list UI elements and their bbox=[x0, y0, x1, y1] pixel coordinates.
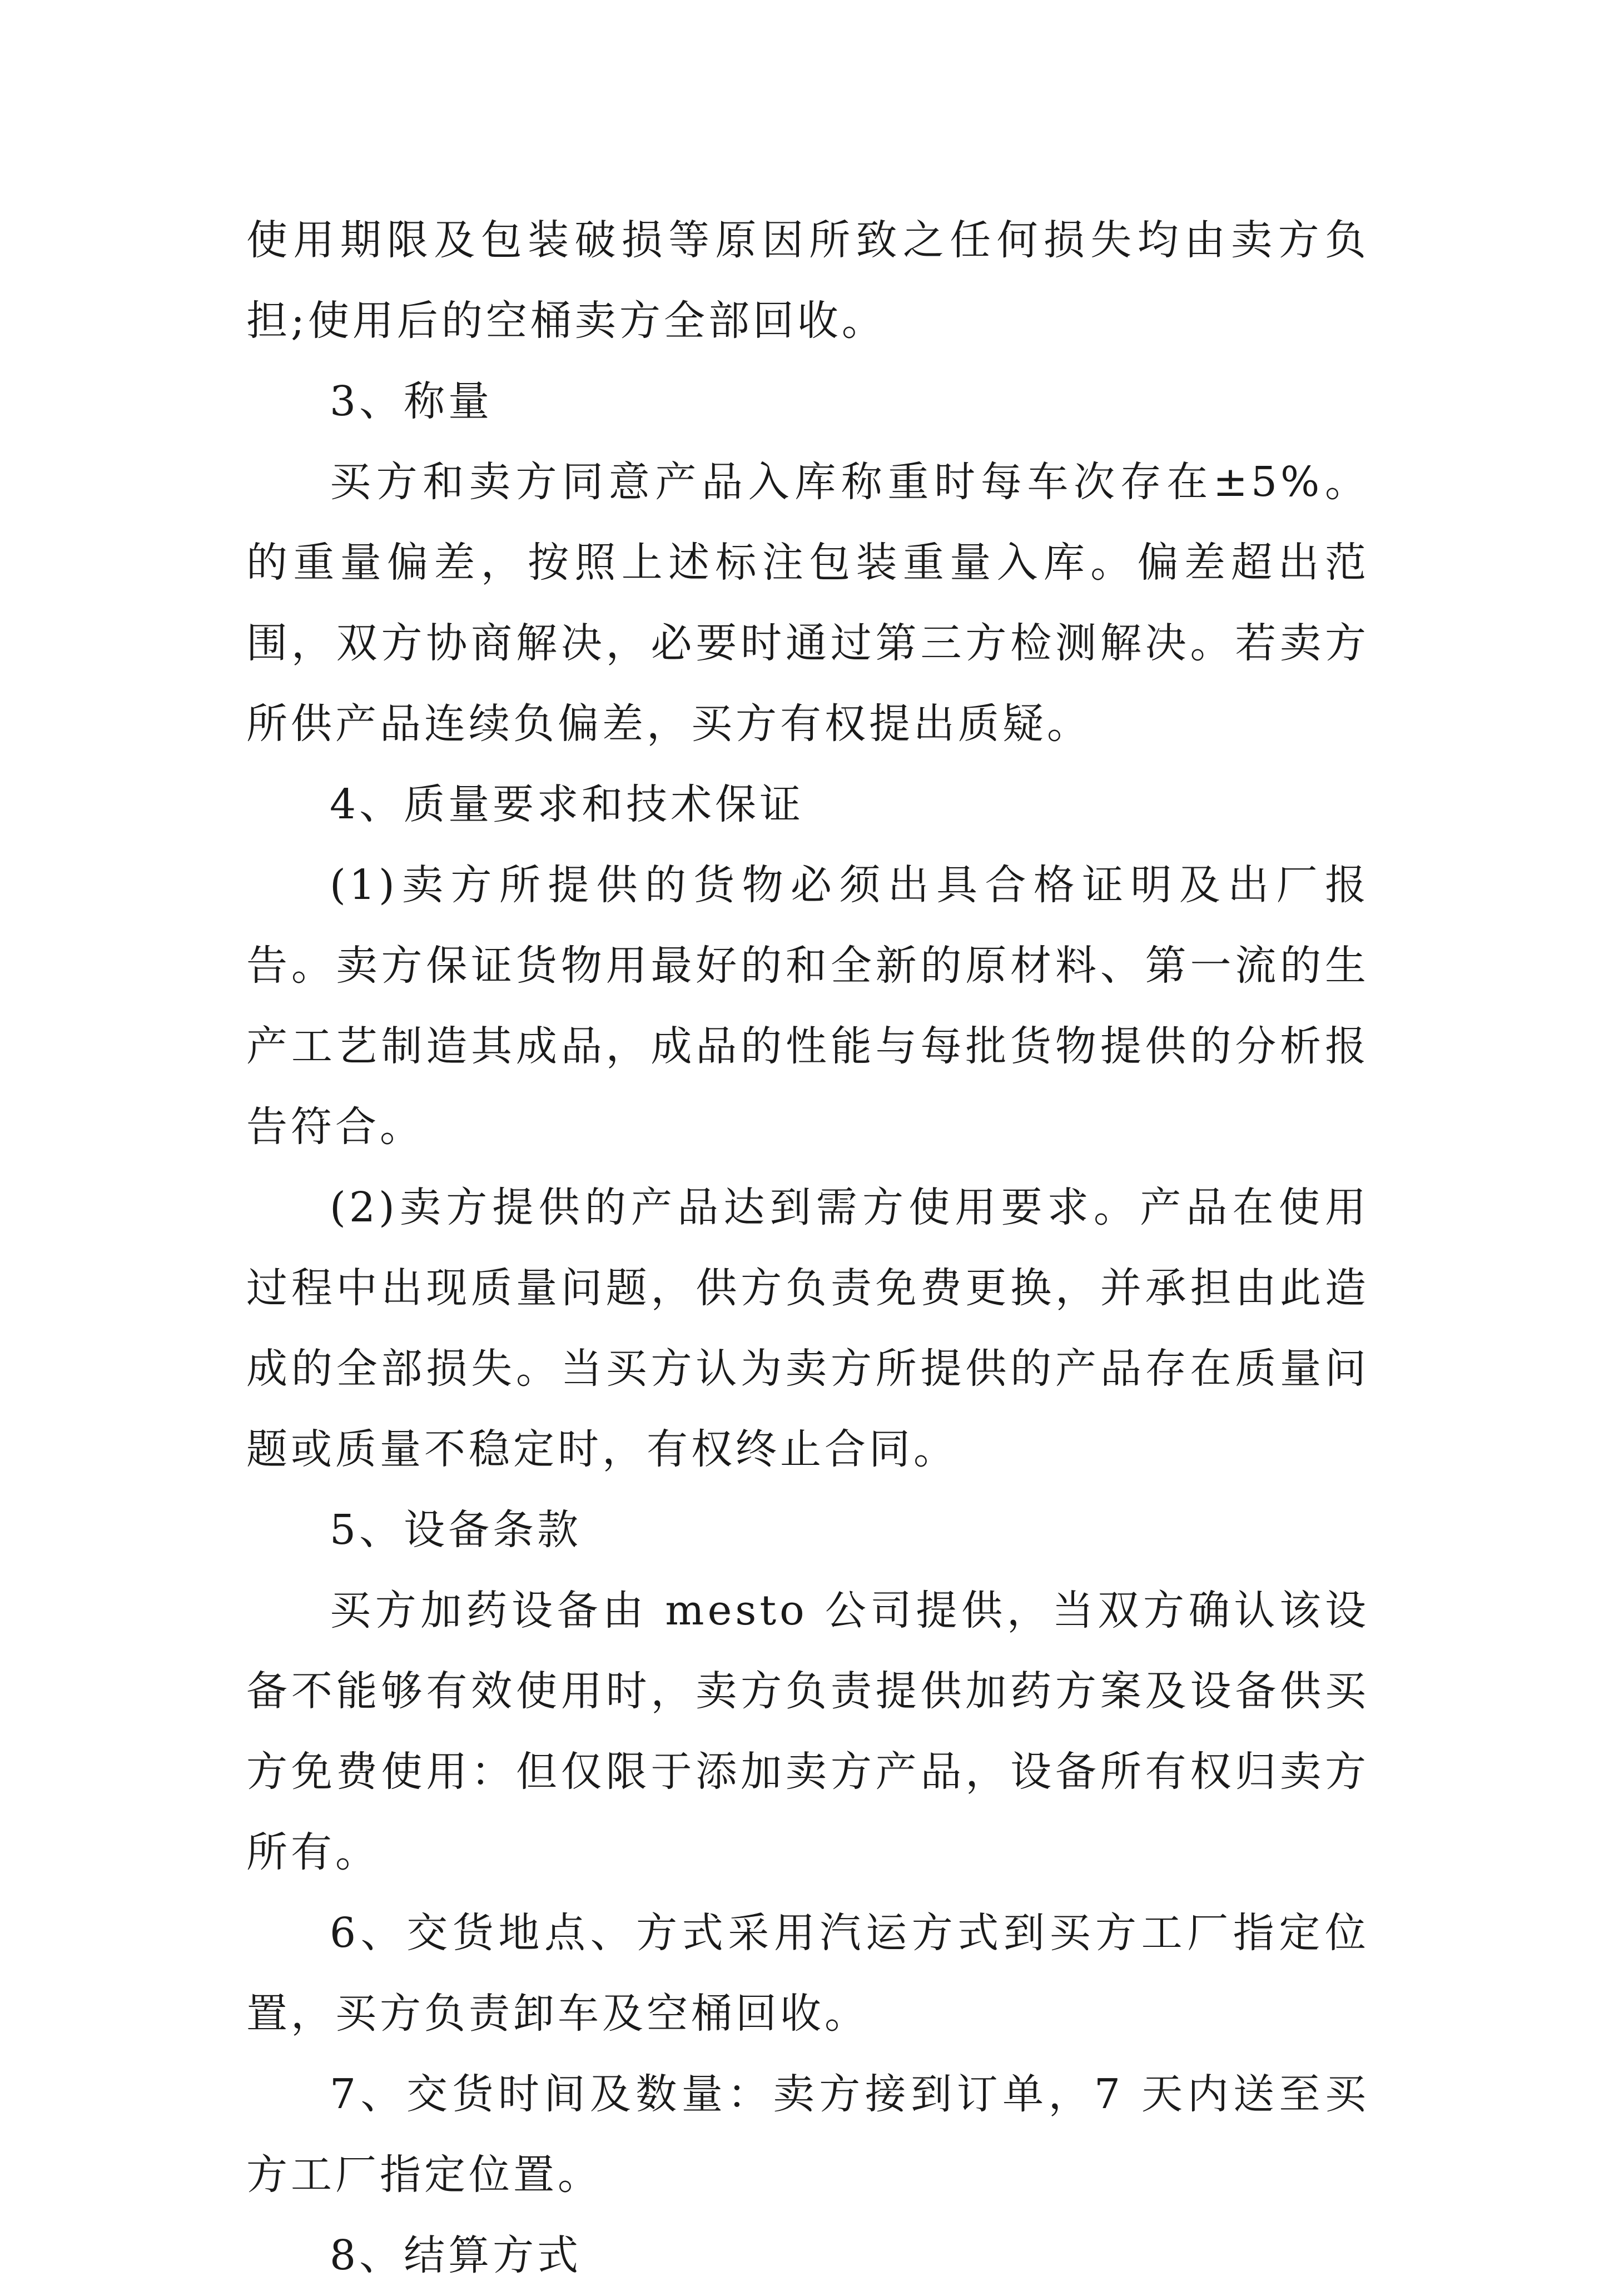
paragraph-continuation: 使用期限及包装破损等原因所致之任何损失均由卖方负担;使用后的空桶卖方全部回收。 bbox=[246, 216, 1369, 345]
paragraph-delivery-time: 7、交货时间及数量：卖方接到订单，7 天内送至买方工厂指定位置。 bbox=[246, 2070, 1369, 2199]
paragraph-quality-1: (1)卖方所提供的货物必须出具合格证明及出厂报告。卖方保证货物用最好的和全新的原材料、第一流的生产工艺制造其成品，成品的性能与每批货物提供的分析报告符合。 bbox=[246, 861, 1369, 1151]
paragraph-equipment: 买方加药设备由 mesto 公司提供，当双方确认该设备不能够有效使用时，卖方负责提供加药方案及设备供买方免费使用：但仅限于添加卖方产品，设备所有权归卖方所有。 bbox=[246, 1587, 1369, 1876]
paragraph-weighing: 买方和卖方同意产品入库称重时每车次存在±5%。的重量偏差，按照上述标注包装重量入库。偏差超出范围，双方协商解决，必要时通过第三方检测解决。若卖方所供产品连续负偏差，买方有权提出质疑。 bbox=[246, 458, 1369, 748]
heading-quality: 4、质量要求和技术保证 bbox=[330, 781, 804, 828]
paragraph-quality-2: (2)卖方提供的产品达到需方使用要求。产品在使用过程中出现质量问题，供方负责免费更换，并承担由此造成的全部损失。当买方认为卖方所提供的产品存在质量问题或质量不稳定时，有权终止合同。 bbox=[246, 1184, 1369, 1473]
heading-weighing: 3、称量 bbox=[330, 377, 493, 425]
paragraph-delivery-place: 6、交货地点、方式采用汽运方式到买方工厂指定位置，买方负责卸车及空桶回收。 bbox=[246, 1909, 1369, 2037]
heading-settlement: 8、结算方式 bbox=[330, 2232, 582, 2279]
heading-equipment: 5、设备条款 bbox=[330, 1506, 582, 1554]
document-body bbox=[246, 200, 1369, 2296]
